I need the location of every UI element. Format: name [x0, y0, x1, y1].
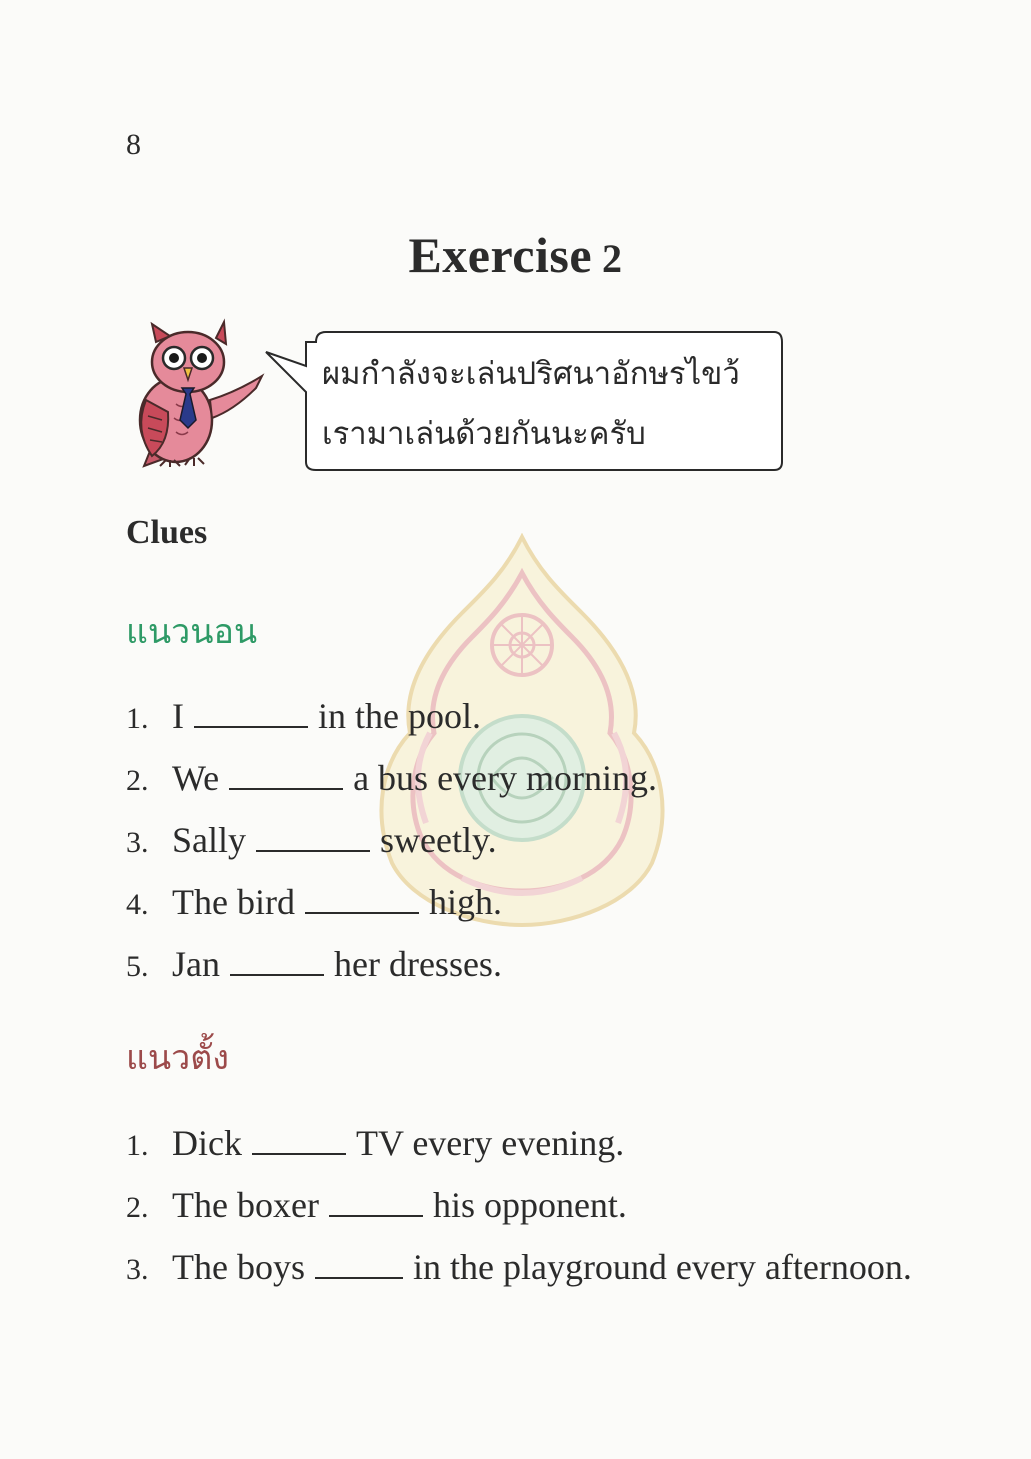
exercise-title: [0, 226, 1031, 284]
across-clue-list: [126, 685, 657, 995]
across-clue-5: [126, 933, 657, 995]
clue-number: 2.: [126, 764, 149, 797]
clue-number: 1.: [126, 702, 149, 735]
clue-before: Dick: [172, 1123, 242, 1163]
across-clue-4: [126, 871, 657, 933]
speech-line-2: เรามาเล่นด้วยกันนะครับ: [322, 416, 646, 452]
answer-blank[interactable]: [229, 756, 343, 790]
down-clue-3: [126, 1236, 912, 1298]
clue-before: I: [172, 696, 184, 736]
clue-after: TV every evening.: [355, 1123, 625, 1163]
answer-blank[interactable]: [256, 818, 370, 852]
down-clue-2: [126, 1174, 912, 1236]
title-word: Exercise: [408, 227, 593, 283]
down-clue-list: [126, 1112, 912, 1298]
clue-number: 4.: [126, 888, 149, 921]
down-clue-1: [126, 1112, 912, 1174]
clue-number: 2.: [126, 1191, 149, 1224]
clue-before: Jan: [172, 944, 220, 984]
clue-before: We: [172, 758, 220, 798]
clue-after: high.: [428, 882, 502, 922]
clue-after: his opponent.: [432, 1185, 627, 1225]
clue-number: 3.: [126, 826, 149, 859]
answer-blank[interactable]: [252, 1121, 346, 1155]
down-heading: แนวตั้ง: [126, 1038, 229, 1078]
answer-blank[interactable]: [305, 880, 419, 914]
answer-blank[interactable]: [194, 694, 308, 728]
clue-before: The boys: [172, 1247, 305, 1287]
across-clue-1: [126, 685, 657, 747]
across-clue-3: [126, 809, 657, 871]
clue-before: The boxer: [172, 1185, 319, 1225]
clue-number: 1.: [126, 1129, 149, 1162]
clue-after: sweetly.: [380, 820, 497, 860]
answer-blank[interactable]: [315, 1245, 403, 1279]
clue-before: Sally: [172, 820, 247, 860]
across-clue-2: [126, 747, 657, 809]
clue-number: 3.: [126, 1253, 149, 1286]
answer-blank[interactable]: [230, 942, 324, 976]
clue-after: her dresses.: [334, 944, 502, 984]
clue-before: The bird: [172, 882, 295, 922]
clue-after: a bus every morning.: [353, 758, 658, 798]
across-heading: แนวนอน: [126, 612, 258, 652]
answer-blank[interactable]: [329, 1183, 423, 1217]
speech-line-1: ผมกำลังจะเล่นปริศนาอักษรไขว้: [322, 356, 740, 392]
clue-after: in the pool.: [318, 696, 481, 736]
clues-heading: Clues: [126, 514, 208, 551]
speech-bubble-text: [322, 344, 740, 464]
clue-after: in the playground every afternoon.: [412, 1247, 912, 1287]
owl-icon: [126, 318, 268, 468]
clue-number: 5.: [126, 950, 149, 983]
title-number: 2: [602, 236, 623, 281]
page-number: 8: [126, 128, 141, 161]
